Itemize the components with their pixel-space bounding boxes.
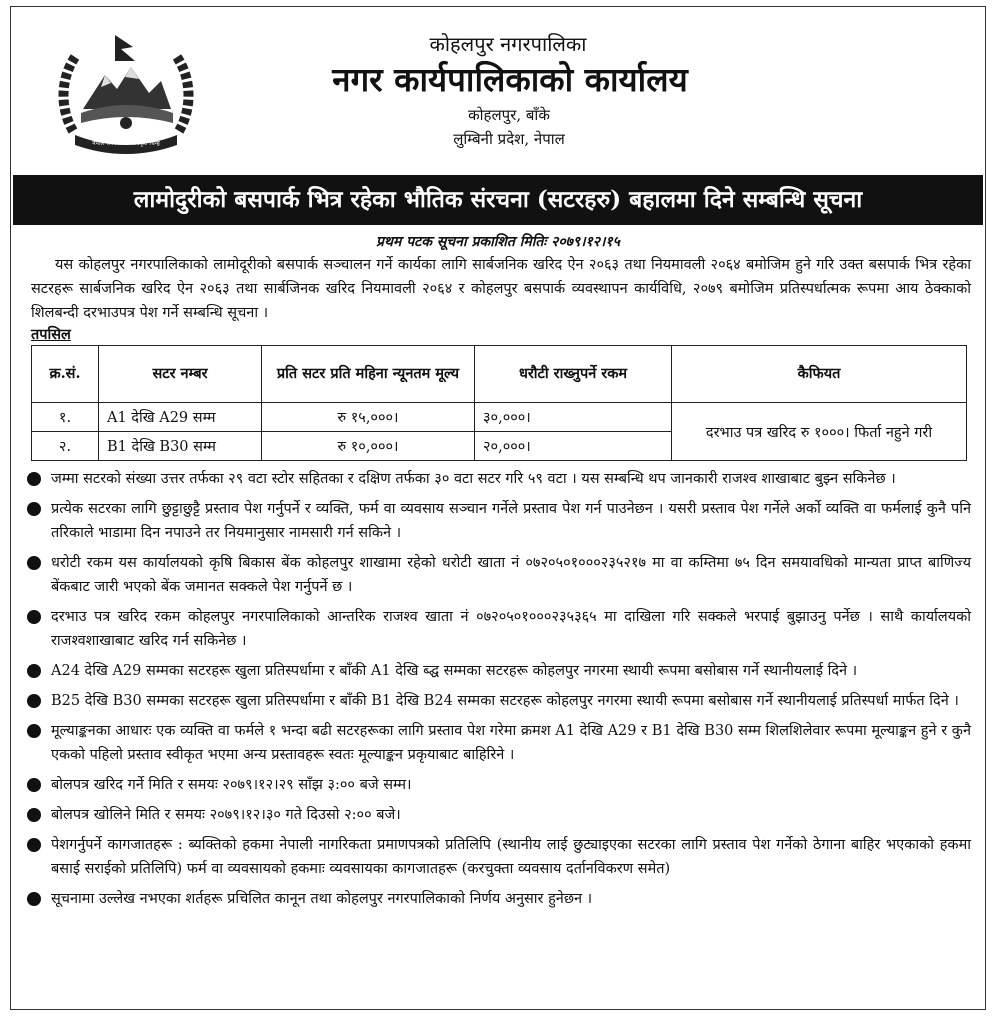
bullet-icon	[27, 892, 41, 906]
cell-serial: २.	[32, 432, 99, 461]
cell-serial: १.	[32, 403, 99, 432]
list-item: दरभाउ पत्र खरिद रकम कोहलपुर नगरपालिकाको आन्तरिक राजश्व खाता नं ०७२०५०१०००२३५३६५ मा दाखिला गरि सक्कले भरपाई बुझाउनु पर्नेछ । साथै कार्यालयको राजश्वशाखाबाट खरिद गर्न सकिनेछ ।	[25, 605, 971, 653]
notice-title: लामोदुरीको बसपार्क भित्र रहेका भौतिक संरचना (सटरहरु) बहालमा दिने सम्बन्धि सूचना	[13, 175, 983, 225]
table-header-row	[32, 346, 967, 403]
list-item: धरोटी रकम यस कार्यालयको कृषि बिकास बेंक कोहलपुर शाखामा रहेको धरोटी खाता नं ०७२०५०१०००२३५२१७ मा वा कम्तिमा ७५ दिन समयावधिको मान्यता प्राप्त बाणिज्य बेंकबाट जारी भएको बेंक जमानत सक्कले पेश गर्नुपर्ने छ ।	[25, 551, 971, 599]
municipality-name: कोहलपुर नगरपालिका	[429, 32, 587, 56]
office-name: नगर कार्यपालिकाको कार्यालय	[332, 60, 688, 99]
notice-page	[10, 6, 986, 1010]
list-item: मूल्याङ्कनका आधारः एक व्यक्ति वा फर्मले १ भन्दा बढी सटरहरूका लागि प्रस्ताव पेश गरेमा क्रमश A1 देखि A29 र B1 देखि B30 सम्म शिलशिलेवार रूपमा मूल्याङ्कन हुने र कुनै एकको पहिलो प्रस्ताव स्वीकृत भएमा अन्य प्रस्तावहरू स्वतः मूल्याङ्कन प्रकृयाबाट बाहिरिने ।	[25, 719, 971, 767]
bullet-icon	[27, 694, 41, 708]
address-province: लुम्बिनी प्रदेश, नेपाल	[453, 130, 565, 148]
address-city: कोहलपुर, बाँके	[468, 106, 550, 124]
col-remarks: कैफियत	[672, 346, 967, 403]
bullet-icon	[27, 808, 41, 822]
col-serial: क्र.सं.	[32, 346, 99, 403]
notes-list	[25, 467, 971, 911]
list-item: बोलपत्र खोलिने मिति र समयः २०७९।१२।३० गते दिउसो २:०० बजे।	[25, 803, 971, 827]
bullet-icon	[27, 778, 41, 792]
cell-price: रु १५,०००।	[262, 403, 475, 432]
shutter-table	[31, 345, 967, 461]
bullet-icon	[27, 502, 41, 516]
bullet-icon	[27, 610, 41, 624]
cell-deposit: ३०,०००।	[475, 403, 672, 432]
cell-deposit: २०,०००।	[475, 432, 672, 461]
table-row	[32, 403, 967, 432]
cell-shutter: B1 देखि B30 सम्म	[99, 432, 262, 461]
bullet-icon	[27, 664, 41, 678]
bullet-icon	[27, 472, 41, 486]
bullet-icon	[27, 724, 41, 738]
list-item: जम्मा सटरको संख्या उत्तर तर्फका २९ वटा स्टोर सहितका र दक्षिण तर्फका ३० वटा सटर गरि ५९ वटा । यस सम्बन्धि थप जानकारी राजश्व शाखाबाट बुझ्न सकिनेछ ।	[25, 467, 971, 491]
col-deposit: धरौटी राख्नुपर्ने रकम	[475, 346, 672, 403]
col-shutter-number: सटर नम्बर	[99, 346, 262, 403]
emblem-motto: नेपाल सरकारको अधिकृत चिन्ह	[92, 140, 160, 147]
intro-paragraph: यस कोहलपुर नगरपालिकाको लामोदूरीको बसपार्क सञ्चालन गर्ने कार्यका लागि सार्बजनिक खरिद ऐन २०६३ तथा नियमावली २०६४ बमोजिम हुने गरि उक्त बसपार्क भित्र रहेका सटरहरू सार्बजनिक खरिद ऐन २०६३ तथा सार्बजिनक खरिद नियमावली २०६४ र कोहलपुर बसपार्क व्यवस्थापन कार्यविधि, २०७९ बमोजिम प्रतिस्पर्धात्मक रूपमा आय ठेक्काको शिलबन्दी दरभाउपत्र पेश गर्ने सम्बन्धि सूचना ।	[31, 257, 971, 321]
bullet-icon	[27, 556, 41, 570]
list-item: A24 देखि A29 सम्मका सटरहरू खुला प्रतिस्पर्धामा र बाँकी A1 देखि ब्द्घ सम्मका सटरहरू कोहलपुर नगरमा स्थायी रूपमा बसोबास गर्ने स्थानीयलाई दिने ।	[25, 659, 971, 683]
letterhead	[11, 7, 985, 175]
cell-shutter: A1 देखि A29 सम्म	[99, 403, 262, 432]
list-item: B25 देखि B30 सम्मका सटरहरू खुला प्रतिस्पर्धामा र बाँकी B1 देखि B24 सम्मका सटरहरू कोहलपुर नगरमा स्थायी रूपमा बसोबास गर्ने स्थानीयलाई प्रतिस्पर्धा मार्फत दिने ।	[25, 689, 971, 713]
list-item: बोलपत्र खरिद गर्ने मिति र समयः २०७९।१२।२९ साँझ ३:०० बजे सम्म।	[25, 773, 971, 797]
cell-remarks: दरभाउ पत्र खरिद रु १०००। फिर्ता नहुने गरी	[672, 403, 967, 461]
list-item: प्रत्येक सटरका लागि छुट्टाछुट्टै प्रस्ताव पेश गर्नुपर्ने र व्यक्ति, फर्म वा व्यवसाय सञ्चान गर्नेले प्रस्ताव पेश गर्न पाउनेछन । यसरी प्रस्ताव पेश गर्नेले अर्को व्यक्ति वा फर्मलाई कुनै पनि तरिकाले भाडामा दिन नपाउने तर नियमानुसार नामसारी गर्न सकिने ।	[25, 497, 971, 545]
list-item: सूचनामा उल्लेख नभएका शर्तहरू प्रचिलित कानून तथा कोहलपुर नगरपालिकाको निर्णय अनुसार हुनेछन ।	[25, 887, 971, 911]
cell-price: रु १०,०००।	[262, 432, 475, 461]
col-min-price: प्रति सटर प्रति महिना न्यूनतम मूल्य	[262, 346, 475, 403]
details-heading: तपसिल	[31, 326, 71, 343]
list-item: पेशगर्नुपर्ने कागजातहरू : ब्यक्तिको हकमा नेपाली नागरिकता प्रमाणपत्रको प्रतिलिपि (स्थानीय लाई छुट्याइएका सटरका लागि प्रस्ताव पेश गर्नेको ठेगाना बाहिर भएकाको हकमा बसाई सराईको प्रतिलिपि) फर्म वा व्यवसायको हकमाः व्यवसायका कागजातहरू (करचुक्ता व्यवसाय दर्तानविकरण समेत)	[25, 833, 971, 881]
publication-date: प्रथम पटक सूचना प्रकाशित मितिः २०७९।१२।१५	[376, 234, 620, 250]
bullet-icon	[27, 838, 41, 852]
